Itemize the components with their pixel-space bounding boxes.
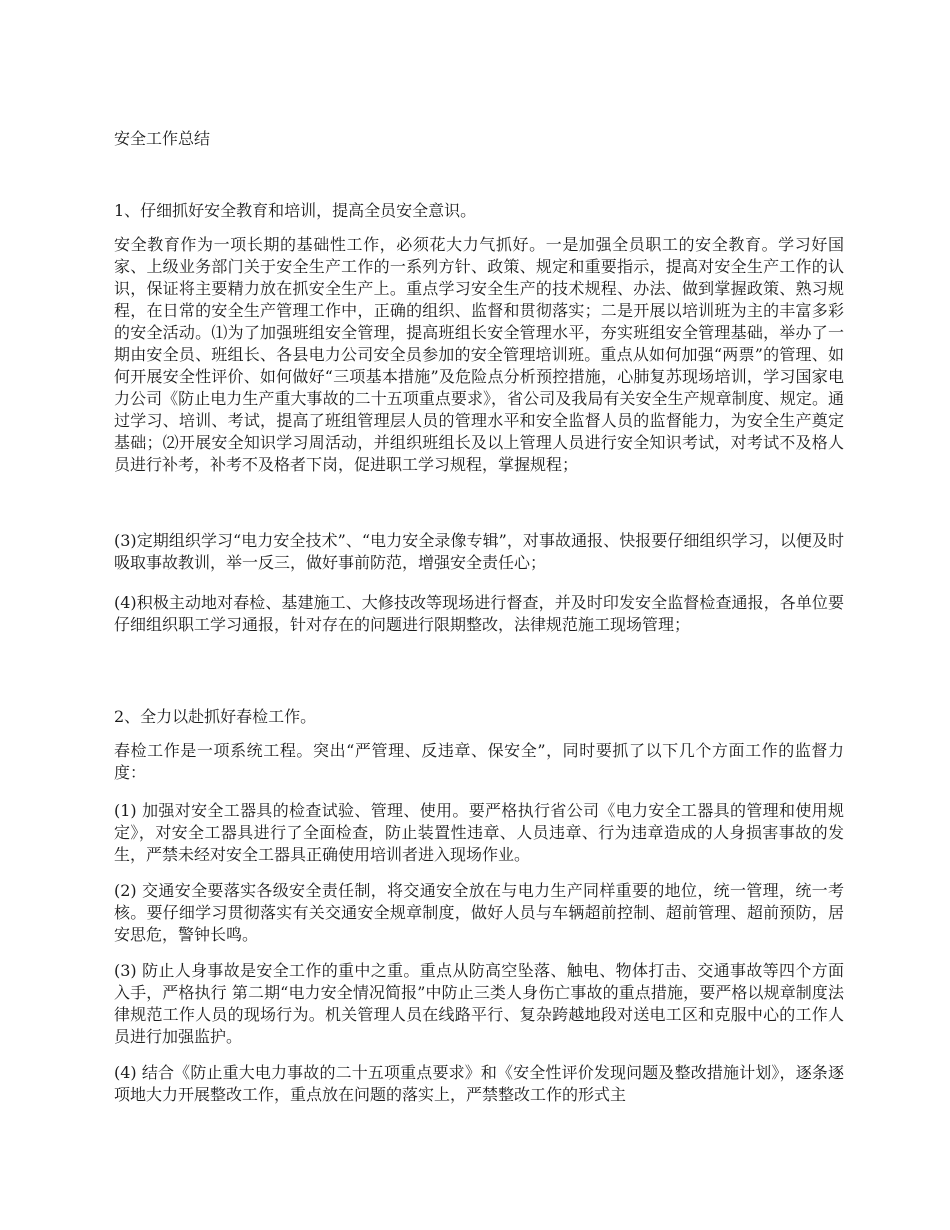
section-2-paragraph-5: (4) 结合《防止重大电力事故的二十五项重点要求》和《安全性评价发现问题及整改措施计划》，逐条逐项地大力开展整改工作，重点放在问题的落实上，严禁整改工作的形式主 [114,1063,844,1104]
section-2-paragraph-1: 春检工作是一项系统工程。突出“严管理、反违章、保安全”，同时要抓了以下几个方面工作的监督力度： [114,741,844,782]
section-1-heading: 1、仔细抓好安全教育和培训，提高全员安全意识。 [114,201,477,220]
section-2-heading: 2、全力以赴抓好春检工作。 [114,707,317,726]
section-2-paragraph-2: (1) 加强对安全工器具的检查试验、管理、使用。要严格执行省公司《电力安全工器具的管理和使用规定》，对安全工器具进行了全面检查，防止装置性违章、人员违章、行为违章造成的人身损害事故的发生，严禁未经对安全工器具正确使用培训者进入现场作业。 [114,801,844,864]
section-1-paragraph-1: 安全教育作为一项长期的基础性工作，必须花大力气抓好。一是加强全员职工的安全教育。学习好国家、上级业务部门关于安全生产工作的一系列方针、政策、规定和重要指示，提高对安全生产工作的认识，保证将主要精力放在抓安全生产上。重点学习安全生产的技术规程、办法、做到掌握政策、熟习规程，在日常的安全生产管理工作中，正确的组织、监督和贯彻落实；二是开展以培训班为主的丰富多彩的安全活动。⑴为了加强班组安全管理，提高班组长安全管理水平，夯实班组安全管理基础，举办了一期由安全员、班组长、各县电力公司安全员参加的安全管理培训班。重点从如何加强“两票”的管理、如何开展安全性评价、如何做好“三项基本措施”及危险点分析预控措施，心肺复苏现场培训，学习国家电力公司《防止电力生产重大事故的二十五项重点要求》，省公司及我局有关安全生产规章制度、规定。通过学习、培训、考试，提高了班组管理层人员的管理水平和安全监督人员的监督能力，为安全生产奠定基础；⑵开展安全知识学习周活动，并组织班组长及以上管理人员进行安全知识考试，对考试不及格人员进行补考，补考不及格者下岗，促进职工学习规程，掌握规程； [114,235,844,474]
document-title: 安全工作总结 [114,129,211,148]
section-1-paragraph-3: (4)积极主动地对春检、基建施工、大修技改等现场进行督查，并及时印发安全监督检查通报，各单位要仔细组织职工学习通报，针对存在的问题进行限期整改，法律规范施工现场管理； [114,593,844,634]
section-2-paragraph-3: (2) 交通安全要落实各级安全责任制，将交通安全放在与电力生产同样重要的地位，统一管理，统一考核。要仔细学习贯彻落实有关交通安全规章制度，做好人员与车辆超前控制、超前管理、超前预防，居安思危，警钟长鸣。 [114,881,844,944]
section-2-paragraph-4: (3) 防止人身事故是安全工作的重中之重。重点从防高空坠落、触电、物体打击、交通事故等四个方面入手，严格执行 第二期“电力安全情况简报”中防止三类人身伤亡事故的重点措施，要严格以规章制度法律规范工作人员的现场行为。机关管理人员在线路平行、复杂跨越地段对送电工区和克服中心的工作人员进行加强监护。 [114,961,844,1046]
section-1-paragraph-2: (3)定期组织学习“电力安全技术”、“电力安全录像专辑”，对事故通报、快报要仔细组织学习，以便及时吸取事故教训，举一反三，做好事前防范，增强安全责任心； [114,531,844,572]
